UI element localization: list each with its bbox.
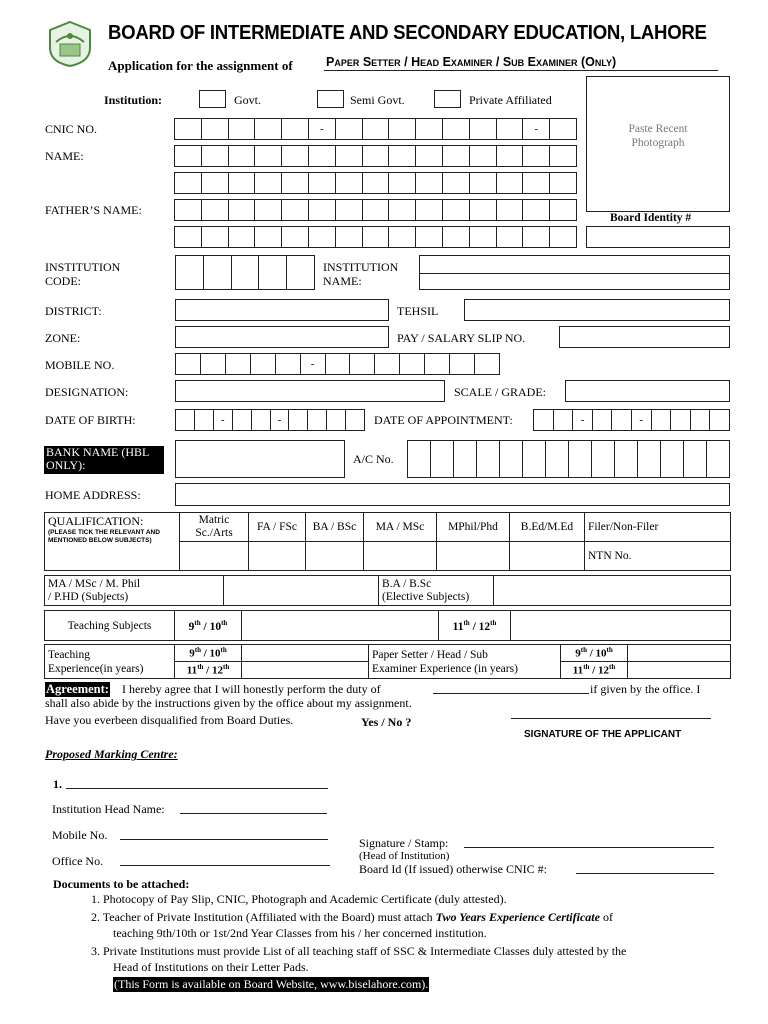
teaching-exp-11-12-label: 11th / 12th bbox=[175, 662, 242, 679]
father-name-field-row1[interactable] bbox=[174, 199, 577, 221]
dob-dash: - bbox=[214, 410, 233, 430]
ntn-cell[interactable]: NTN No. bbox=[585, 542, 731, 571]
matric-header-2: Sc./Arts bbox=[195, 527, 233, 539]
ma-msc-header[interactable]: MA / MSc bbox=[364, 513, 437, 542]
marking-centre-line[interactable] bbox=[66, 788, 328, 789]
grade-10: 10 bbox=[209, 620, 222, 633]
paper-exp-12-th: th bbox=[608, 663, 616, 672]
mobile-dash: - bbox=[301, 354, 326, 374]
marking-mobile-line[interactable] bbox=[120, 839, 328, 840]
photo-box[interactable] bbox=[586, 76, 730, 212]
dob-dash: - bbox=[271, 410, 290, 430]
ba-subjects-label-2: (Elective Subjects) bbox=[382, 590, 470, 603]
district-field[interactable] bbox=[175, 299, 389, 321]
father-name-field-row2[interactable] bbox=[174, 226, 577, 248]
office-no-line[interactable] bbox=[120, 865, 330, 866]
document-item-3b: Head of Institutions on their Letter Pads. bbox=[113, 960, 309, 974]
ma-subjects-label-1: MA / MSc / M. Phil bbox=[48, 577, 141, 590]
cnic-dash: - bbox=[523, 119, 550, 139]
ba-subjects-field[interactable] bbox=[494, 576, 731, 606]
photo-hint-1: Paste Recent bbox=[628, 123, 688, 135]
teaching-exp-label bbox=[45, 645, 175, 679]
photo-hint-2: Photograph bbox=[631, 137, 685, 149]
father-name-label: FATHER’S NAME: bbox=[45, 203, 142, 217]
doa-field[interactable] bbox=[533, 409, 730, 431]
dob-field[interactable] bbox=[175, 409, 365, 431]
teaching-exp-label-2: Experience(in years) bbox=[48, 662, 144, 675]
doa-label: DATE OF APPOINTMENT: bbox=[374, 413, 513, 427]
doa-dash: - bbox=[573, 410, 593, 430]
ac-no-field[interactable] bbox=[407, 440, 730, 478]
office-no-label: Office No. bbox=[52, 854, 104, 868]
board-logo bbox=[46, 20, 94, 68]
agreement-text-1: I hereby agree that I will honestly perform the duty of bbox=[122, 682, 381, 696]
qualification-note-1: (PLEASE TICK THE RELEVANT AND bbox=[48, 529, 160, 536]
pay-slip-field[interactable] bbox=[559, 326, 730, 348]
teaching-exp-9-th: th bbox=[194, 646, 201, 655]
cnic-label: CNIC NO. bbox=[45, 122, 98, 136]
designation-field[interactable] bbox=[175, 380, 445, 402]
scale-field[interactable] bbox=[565, 380, 730, 402]
signature-line[interactable] bbox=[511, 718, 711, 719]
paper-exp-10-th: th bbox=[606, 646, 613, 655]
head-name-label: Institution Head Name: bbox=[52, 802, 165, 816]
experience-table bbox=[44, 644, 731, 679]
paper-exp-11-12-field[interactable] bbox=[628, 662, 731, 679]
name-label: NAME: bbox=[45, 149, 84, 163]
teaching-exp-12: 12 bbox=[211, 664, 223, 677]
paper-exp-10: 10 bbox=[595, 647, 607, 660]
tehsil-label: TEHSIL bbox=[397, 304, 439, 318]
grade-10-th: th bbox=[221, 618, 228, 627]
matric-cell[interactable] bbox=[180, 542, 249, 571]
cnic-dash: - bbox=[309, 119, 336, 139]
pay-slip-label: PAY / SALARY SLIP NO. bbox=[397, 331, 526, 345]
teaching-exp-12-th: th bbox=[222, 663, 230, 672]
board-id-line[interactable] bbox=[576, 873, 714, 874]
application-role-underline bbox=[324, 70, 718, 71]
tehsil-field[interactable] bbox=[464, 299, 730, 321]
application-prefix: Application for the assignment of bbox=[108, 58, 293, 73]
board-id-label: Board Id (If issued) otherwise CNIC #: bbox=[359, 862, 547, 876]
institution-name-field-row2[interactable] bbox=[419, 274, 730, 290]
grade-12: 12 bbox=[478, 620, 491, 633]
signature-label: SIGNATURE OF THE APPLICANT bbox=[524, 729, 682, 740]
grade-12-th: th bbox=[490, 618, 497, 627]
document-item-2b: Two Years Experience Certificate bbox=[435, 910, 600, 924]
bed-med-header[interactable]: B.Ed/M.Ed bbox=[510, 513, 585, 542]
paper-exp-9-10-field[interactable] bbox=[628, 645, 731, 662]
subjects-table bbox=[44, 575, 731, 606]
zone-label: ZONE: bbox=[45, 331, 81, 345]
scale-label: SCALE / GRADE: bbox=[454, 385, 547, 399]
head-institution-label: (Head of Institution) bbox=[359, 850, 450, 862]
cnic-field[interactable] bbox=[174, 118, 577, 140]
teaching-exp-9: 9 bbox=[189, 647, 195, 660]
teaching-exp-9-10-field[interactable] bbox=[242, 645, 369, 662]
mobile-label: MOBILE NO. bbox=[45, 358, 115, 372]
designation-label: DESIGNATION: bbox=[45, 385, 129, 399]
disqualified-question: Have you everbeen disqualified from Board Duties. bbox=[45, 713, 294, 727]
page-title: BOARD OF INTERMEDIATE AND SECONDARY EDUCATION, LAHORE bbox=[108, 22, 707, 44]
matric-header[interactable] bbox=[180, 513, 249, 542]
sign-stamp-label: Signature / Stamp: bbox=[359, 836, 449, 850]
paper-exp-12: 12 bbox=[597, 664, 609, 677]
website-note: (This Form is available on Board Website, www.biselahore.com). bbox=[114, 977, 429, 991]
ba-bsc-header[interactable]: BA / BSc bbox=[306, 513, 364, 542]
institution-name-label-1: INSTITUTION bbox=[323, 260, 399, 274]
paper-exp-label-2: Examiner Experience (in years) bbox=[372, 662, 518, 675]
govt-label: Govt. bbox=[234, 93, 261, 107]
document-item-3a: 3. Private Institutions must provide List of all teaching staff of SSC & Intermediate Classes duly attested by the bbox=[91, 944, 627, 958]
marking-centre-num: 1. bbox=[53, 777, 62, 791]
home-address-field[interactable] bbox=[175, 483, 730, 506]
grade-9: 9 bbox=[188, 620, 195, 633]
dob-label: DATE OF BIRTH: bbox=[45, 413, 136, 427]
marking-centre-heading: Proposed Marking Centre: bbox=[45, 747, 178, 761]
name-field-row2[interactable] bbox=[174, 172, 577, 194]
agreement-duty-line[interactable] bbox=[433, 693, 589, 694]
agreement-label: Agreement: bbox=[46, 682, 109, 696]
private-affiliated-checkbox[interactable] bbox=[434, 90, 461, 108]
paper-exp-9: 9 bbox=[575, 647, 581, 660]
documents-heading: Documents to be attached: bbox=[53, 877, 190, 891]
ba-cell[interactable] bbox=[306, 542, 364, 571]
fa-cell[interactable] bbox=[249, 542, 306, 571]
bank-name-field[interactable] bbox=[175, 440, 345, 478]
ma-subjects-label bbox=[45, 576, 224, 606]
ba-subjects-label-1: B.A / B.Sc bbox=[382, 577, 432, 590]
grade-9-10-subjects-field[interactable] bbox=[242, 611, 439, 641]
institution-label: Institution: bbox=[104, 93, 163, 107]
mphil-cell[interactable] bbox=[437, 542, 510, 571]
bank-name-label-2: ONLY): bbox=[46, 458, 86, 472]
teaching-exp-10: 10 bbox=[209, 647, 221, 660]
teaching-exp-10-th: th bbox=[220, 646, 227, 655]
ba-subjects-label bbox=[379, 576, 494, 606]
institution-code-field[interactable] bbox=[175, 255, 315, 290]
application-role: Paper Setter / Head Examiner / Sub Examiner (Only) bbox=[326, 55, 617, 69]
grade-11-12-subjects-field[interactable] bbox=[511, 611, 731, 641]
qualification-note-2: MENTIONED BELOW SUBJECTS) bbox=[48, 537, 152, 544]
paper-exp-9-10-label: 9th / 10th bbox=[561, 645, 628, 662]
qualification-label: QUALIFICATION: bbox=[48, 514, 144, 528]
document-item-1: 1. Photocopy of Pay Slip, CNIC, Photograph and Academic Certificate (duly attested). bbox=[91, 892, 507, 906]
head-name-line[interactable] bbox=[180, 813, 327, 814]
paper-exp-label bbox=[369, 645, 561, 679]
agreement-text-3: shall also abide by the instructions given by the office about my assignment. bbox=[45, 696, 412, 710]
district-label: DISTRICT: bbox=[45, 304, 102, 318]
grade-11-th: th bbox=[463, 618, 470, 627]
teaching-subjects-label: Teaching Subjects bbox=[45, 611, 175, 641]
ac-no-label: A/C No. bbox=[353, 452, 394, 466]
teaching-subjects-table bbox=[44, 610, 731, 641]
board-identity-field[interactable] bbox=[586, 226, 730, 248]
sign-stamp-line[interactable] bbox=[464, 847, 714, 848]
teaching-exp-11-12-field[interactable] bbox=[242, 662, 369, 679]
fa-fsc-header[interactable]: FA / FSc bbox=[249, 513, 306, 542]
doa-dash: - bbox=[632, 410, 652, 430]
grade-9-10-label: 9th / 10th bbox=[175, 611, 242, 641]
zone-field[interactable] bbox=[175, 326, 389, 348]
grade-9-th: th bbox=[194, 618, 201, 627]
name-field-row1[interactable] bbox=[174, 145, 577, 167]
yes-no[interactable]: Yes / No ? bbox=[361, 715, 412, 729]
mphil-phd-header[interactable]: MPhil/Phd bbox=[437, 513, 510, 542]
paper-exp-9-th: th bbox=[580, 646, 587, 655]
teaching-exp-11: 11 bbox=[186, 664, 198, 677]
ma-cell[interactable] bbox=[364, 542, 437, 571]
home-address-label: HOME ADDRESS: bbox=[45, 488, 141, 502]
grade-11-12-label: 11th / 12th bbox=[439, 611, 511, 641]
document-item-2 bbox=[91, 910, 613, 925]
qualification-table bbox=[44, 512, 731, 571]
grade-11: 11 bbox=[452, 620, 464, 633]
institution-name-field-row1[interactable] bbox=[419, 255, 730, 274]
semi-govt-label: Semi Govt. bbox=[350, 93, 405, 107]
mobile-field[interactable] bbox=[175, 353, 500, 375]
ma-subjects-label-2: / P.HD (Subjects) bbox=[48, 590, 129, 603]
marking-mobile-label: Mobile No. bbox=[52, 828, 108, 842]
document-item-2d: teaching 9th/10th or 1st/2nd Year Classes from his / her concerned institution. bbox=[113, 926, 487, 940]
document-item-2a: 2. Teacher of Private Institution (Affiliated with the Board) must attach bbox=[91, 910, 433, 924]
teaching-exp-11-th: th bbox=[197, 663, 204, 672]
paper-exp-11-th: th bbox=[583, 663, 590, 672]
bank-name-label bbox=[44, 446, 164, 474]
institution-code-label-1: INSTITUTION bbox=[45, 260, 121, 274]
govt-checkbox[interactable] bbox=[199, 90, 226, 108]
agreement-text-2: if given by the office. I bbox=[590, 682, 701, 696]
board-identity-label: Board Identity # bbox=[610, 212, 692, 224]
teaching-exp-9-10-label: 9th / 10th bbox=[175, 645, 242, 662]
institution-name-label-2: NAME: bbox=[323, 274, 362, 288]
bed-cell[interactable] bbox=[510, 542, 585, 571]
document-item-2c: of bbox=[602, 910, 613, 924]
filer-header[interactable]: Filer/Non-Filer bbox=[585, 513, 731, 542]
teaching-exp-label-1: Teaching bbox=[48, 648, 90, 661]
ma-subjects-field[interactable] bbox=[224, 576, 379, 606]
institution-code-label-2: CODE: bbox=[45, 274, 81, 288]
matric-header-1: Matric bbox=[198, 514, 230, 526]
private-affiliated-label: Private Affiliated bbox=[469, 93, 552, 107]
semi-govt-checkbox[interactable] bbox=[317, 90, 344, 108]
paper-exp-11: 11 bbox=[572, 664, 584, 677]
paper-exp-label-1: Paper Setter / Head / Sub bbox=[372, 648, 488, 661]
bank-name-label-1: BANK NAME (HBL bbox=[46, 445, 150, 459]
paper-exp-11-12-label: 11th / 12th bbox=[561, 662, 628, 679]
